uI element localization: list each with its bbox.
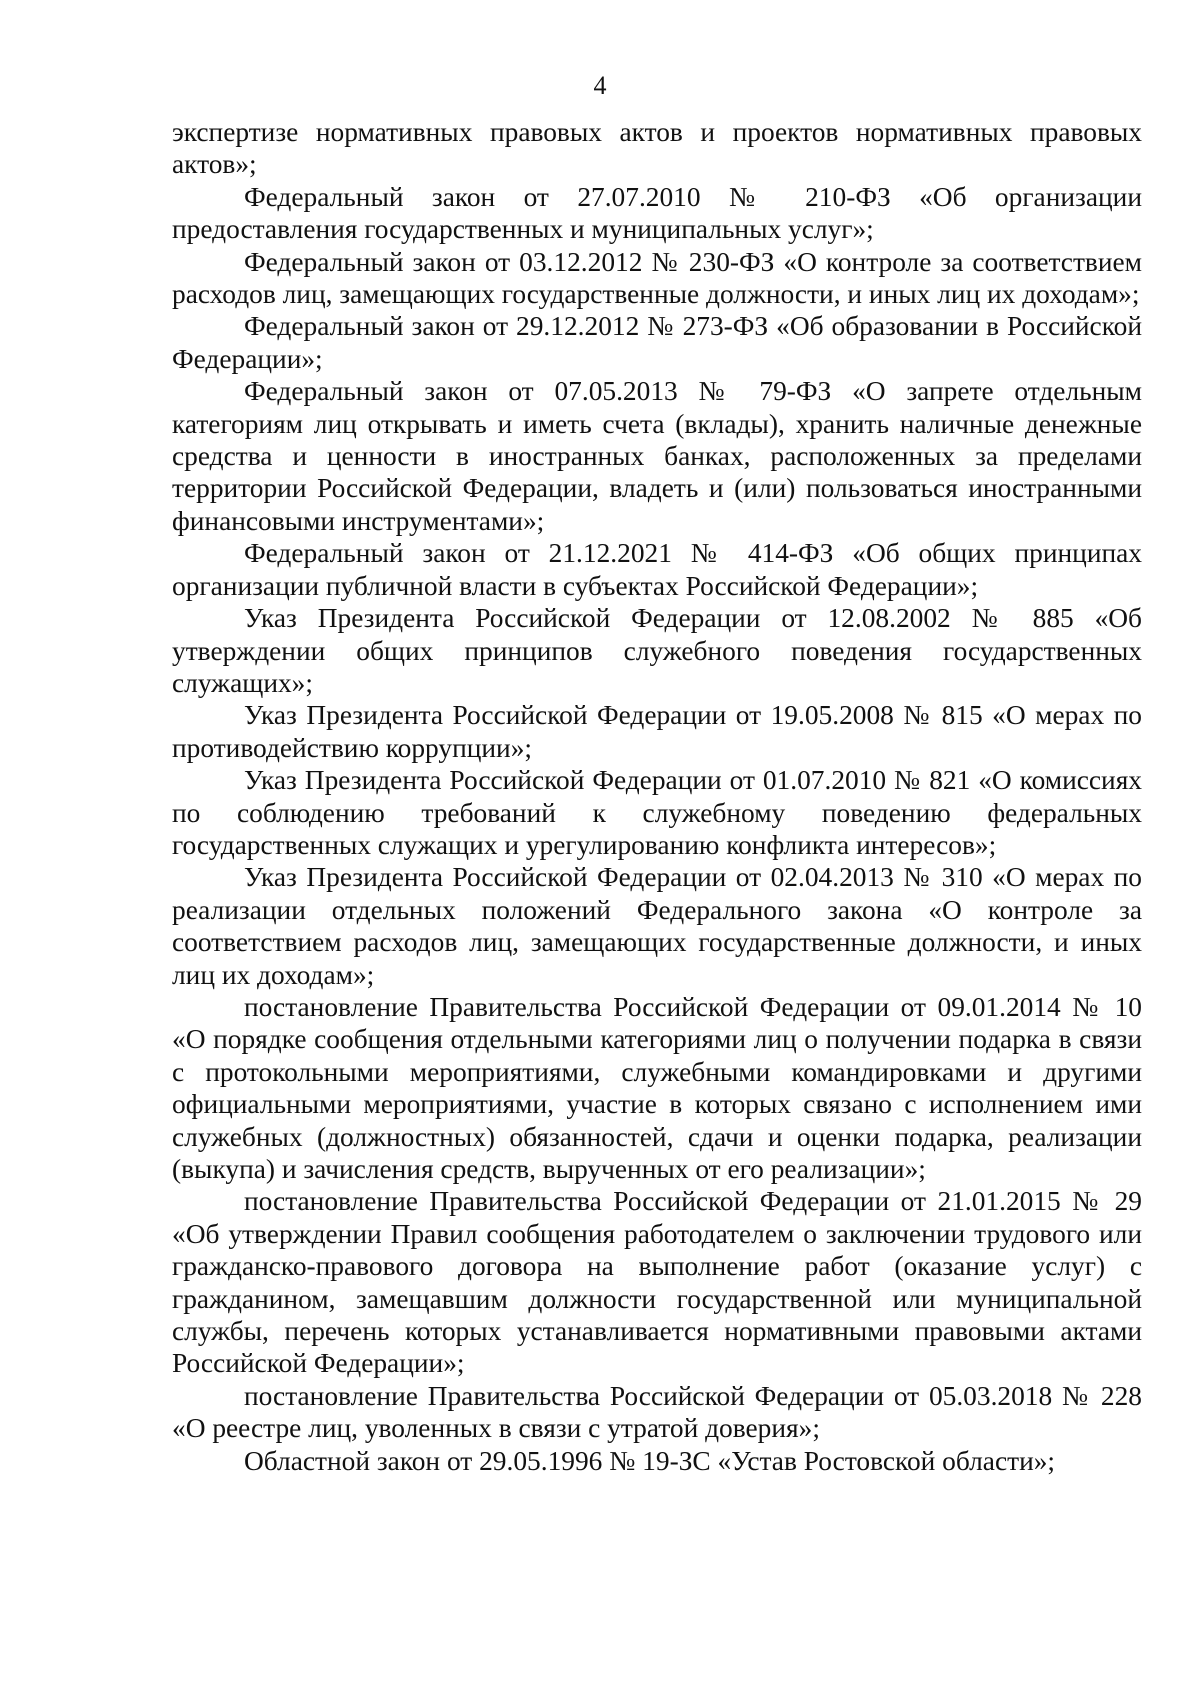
paragraph-law-230-fz: Федеральный закон от 03.12.2012 № 230-ФЗ «О контроле за соответствием расходов лиц, замещающих государственные должности, и иных лиц их доходам»;	[172, 246, 1142, 310]
paragraph-decree-821: Указ Президента Российской Федерации от 01.07.2010 № 821 «О комиссиях по соблюдению требований к служебному поведению федеральных государственных служащих и урегулированию конфликта интересов»;	[172, 765, 1142, 860]
paragraph-decree-310: Указ Президента Российской Федерации от 02.04.2013 № 310 «О мерах по реализации отдельных положений Федерального закона «О контроле за соответствием расходов лиц, замещающих государственные должности, и иных лиц их доходам»;	[172, 862, 1142, 990]
paragraph-law-414-fz: Федеральный закон от 21.12.2021 № 414-ФЗ «Об общих принципах организации публичной власти в субъектах Российской Федерации»;	[172, 538, 1142, 601]
paragraph-law-210-fz: Федеральный закон от 27.07.2010 № 210-ФЗ «Об организации предоставления государственных и муниципальных услуг»;	[172, 181, 1142, 245]
paragraph-law-79-fz: Федеральный закон от 07.05.2013 № 79-ФЗ «О запрете отдельным категориям лиц открывать и иметь счета (вклады), хранить наличные денежные средства и ценности в иностранных банках, расположенных за пределами территории Российской Федерации, владеть и (или) пользоваться иностранными финансовыми инструментами»;	[172, 376, 1142, 536]
paragraph-resolution-29: постановление Правительства Российской Федерации от 21.01.2015 № 29 «Об утверждении Правил сообщения работодателем о заключении трудового или гражданско-правового договора на выполнение работ (оказание услуг) с гражданином, замещавшим должности государственной или муниципальной службы, перечень которых устанавливается нормативными правовыми актами Российской Федерации»;	[172, 1186, 1142, 1379]
paragraph-resolution-228: постановление Правительства Российской Федерации от 05.03.2018 № 228 «О реестре лиц, уволенных в связи с утратой доверия»;	[172, 1380, 1142, 1444]
paragraph-decree-885: Указ Президента Российской Федерации от 12.08.2002 № 885 «Об утверждении общих принципов служебного поведения государственных служащих»;	[172, 603, 1142, 698]
paragraph-expertise-continuation: экспертизе нормативных правовых актов и проектов нормативных правовых актов»;	[172, 117, 1142, 180]
paragraph-decree-815: Указ Президента Российской Федерации от 19.05.2008 № 815 «О мерах по противодействию коррупции»;	[172, 700, 1142, 763]
paragraph-resolution-10: постановление Правительства Российской Федерации от 09.01.2014 № 10 «О порядке сообщения отдельными категориями лиц о получении подарка в связи с протокольными мероприятиями, служебными командировками и другими официальными мероприятиями, участие в которых связано с исполнением ими служебных (должностных) обязанностей, сдачи и оценки подарка, реализации (выкупа) и зачисления средств, вырученных от его реализации»;	[172, 991, 1142, 1184]
page-number: 4	[593, 71, 607, 100]
paragraph-regional-law-19-zs: Областной закон от 29.05.1996 № 19-ЗС «Устав Ростовской области»;	[244, 1445, 1056, 1476]
paragraph-law-273-fz: Федеральный закон от 29.12.2012 № 273-ФЗ «Об образовании в Российской Федерации»;	[172, 311, 1142, 374]
document-body	[172, 116, 1142, 1477]
